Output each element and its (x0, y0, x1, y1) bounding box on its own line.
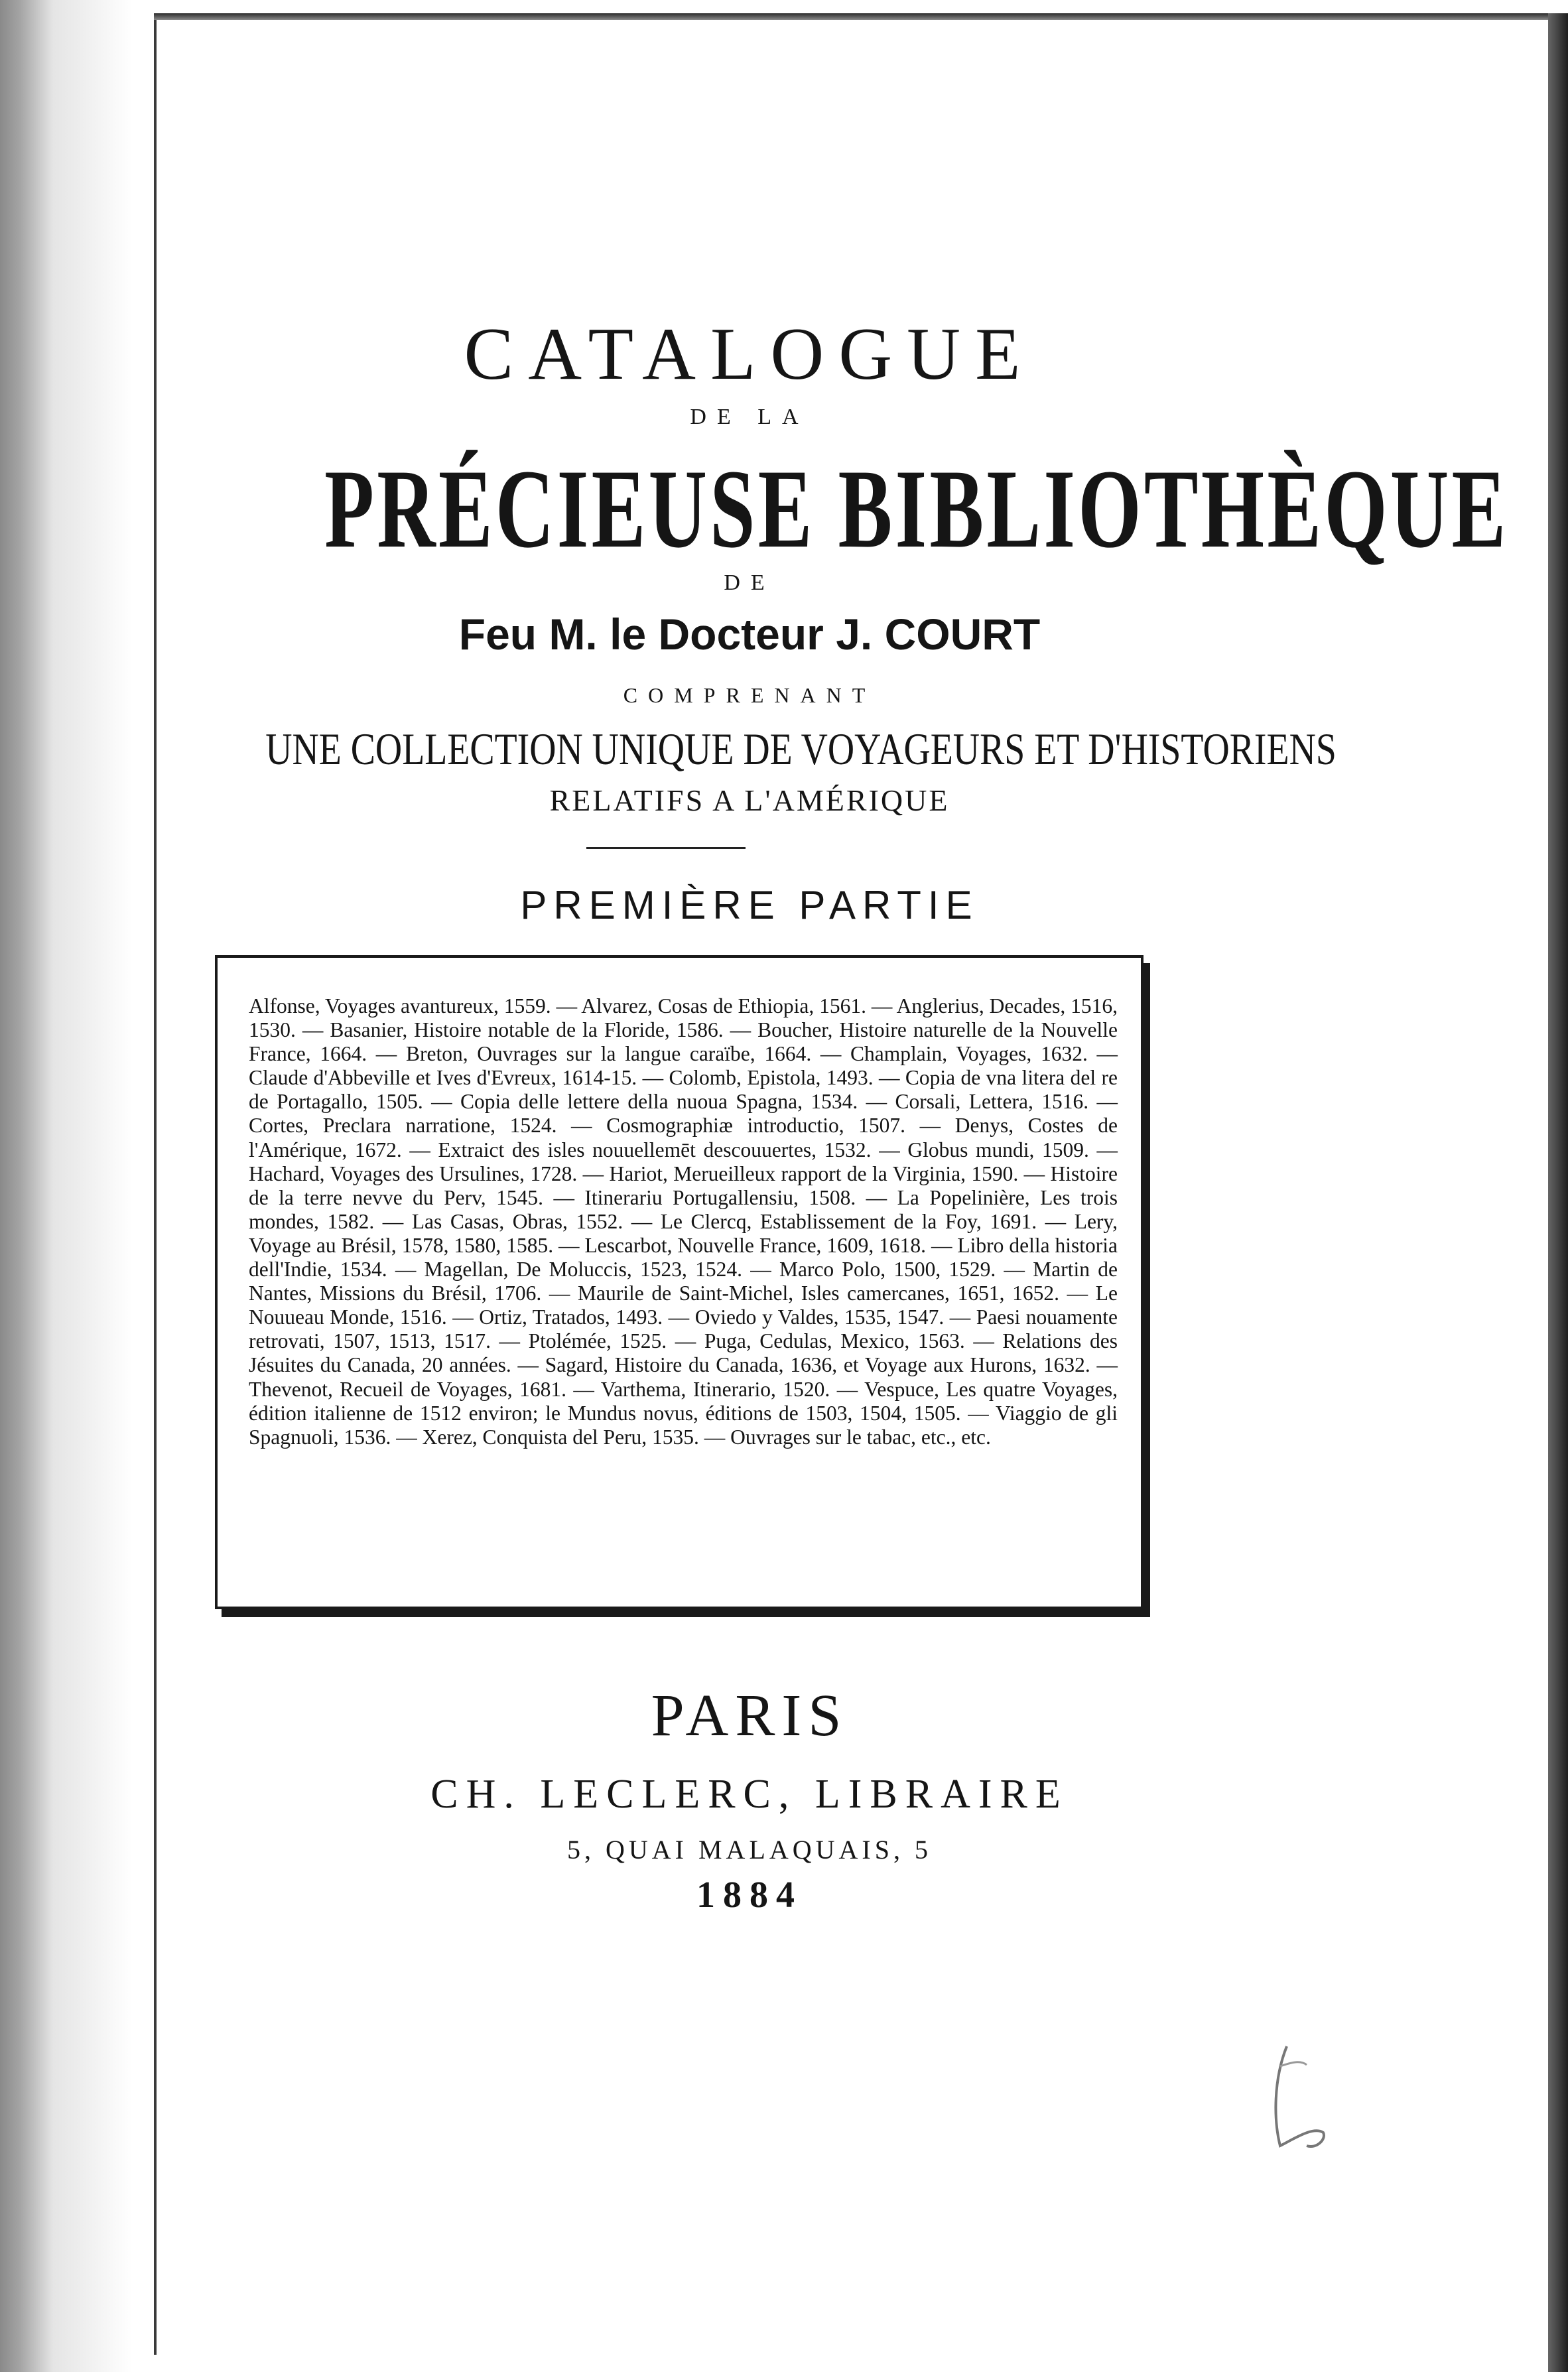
city: PARIS (651, 1683, 848, 1748)
title-page (159, 20, 1548, 2372)
divider-rule (586, 847, 746, 849)
publisher: CH. LECLERC, LIBRAIRE (430, 1772, 1069, 1817)
subtitle-line-1: UNE COLLECTION UNIQUE DE VOYAGEURS ET D'HISTORIENS (265, 724, 1337, 774)
main-title: PRÉCIEUSE BIBLIOTHÈQUE (324, 446, 1509, 571)
catalogue-heading: CATALOGUE (464, 313, 1035, 395)
contents-box (215, 955, 1143, 1609)
de-line: DE (724, 570, 775, 595)
publisher-address: 5, QUAI MALAQUAIS, 5 (567, 1835, 932, 1865)
subtitle-line-2: RELATIFS A L'AMÉRIQUE (549, 783, 950, 817)
comprenant-line: COMPRENANT (623, 683, 876, 707)
scan-right-edge (1548, 13, 1568, 2372)
scan-left-edge (0, 0, 159, 2372)
contents-list: Alfonse, Voyages avantureux, 1559. — Alvarez, Cosas de Ethiopia, 1561. — Anglerius, Decades, 1516, 1530. — Basanier, Histoire notable de la Floride, 1586. — Boucher, Histoire naturelle de la Nouvelle France, 1664. — Breton, Ouvrages sur la langue caraïbe, 1664. — Champlain, Voyages, 1632. — Claude d'Abbeville et Ives d'Evreux, 1614-15. — Colomb, Epistola, 1493. — Copia de vna litera del re de Portagallo, 1505. — Copia delle lettere della nuoua Spagna, 1534. — Corsali, Lettera, 1516. — Cortes, Preclara narratione, 1524. — Cosmographiæ introductio, 1507. — Denys, Costes de l'Amérique, 1672. — Extraict des isles nouuellemēt descouuertes, 1532. — Globus mundi, 1509. — Hachard, Voyages des Ursulines, 1728. — Hariot, Merueilleux rapport de la Virginia, 1590. — Histoire de la terre nevve du Perv, 1545. — Itinerariu Portugallensiu, 1508. — La Popelinière, Les trois mondes, 1582. — Las Casas, Obras, 1552. — Le Clercq, Establissement de la Foy, 1691. — Lery, Voyage au Brésil, 1578, 1580, 1585. — Lescarbot, Nouvelle France, 1609, 1618. — Libro della historia dell'Indie, 1534. — Magellan, De Moluccis, 1523, 1524. — Marco Polo, 1500, 1529. — Martin de Nantes, Missions du Brésil, 1706. — Maurile de Saint-Michel, Isles camercanes, 1651, 1652. — Le Nouueau Monde, 1516. — Ortiz, Tratados, 1493. — Oviedo y Valdes, 1535, 1547. — Paesi nouamente retrovati, 1507, 1513, 1517. — Ptolémée, 1525. — Puga, Cedulas, Mexico, 1563. — Relations des Jésuites du Canada, 20 années. — Sagard, Histoire du Canada, 1636, et Voyage aux Hurons, 1632. — Thevenot, Recueil de Voyages, 1681. — Varthema, Itinerario, 1520. — Vespuce, Les quatre Voyages, édition italienne de 1512 environ; le Mundus novus, éditions de 1503, 1504, 1505. — Viaggio de gli Spagnuoli, 1536. — Xerez, Conquista del Peru, 1535. — Ouvrages sur le tabac, etc., etc. (249, 994, 1118, 1449)
part-heading: PREMIÈRE PARTIE (520, 883, 979, 927)
scan-top-edge (154, 13, 1553, 20)
handwritten-mark (1260, 2040, 1340, 2159)
de-la-line: DE LA (690, 405, 809, 429)
owner-name: Feu M. le Docteur J. COURT (458, 610, 1041, 659)
scan-left-rule (154, 20, 157, 2355)
publication-year: 1884 (696, 1875, 803, 1916)
